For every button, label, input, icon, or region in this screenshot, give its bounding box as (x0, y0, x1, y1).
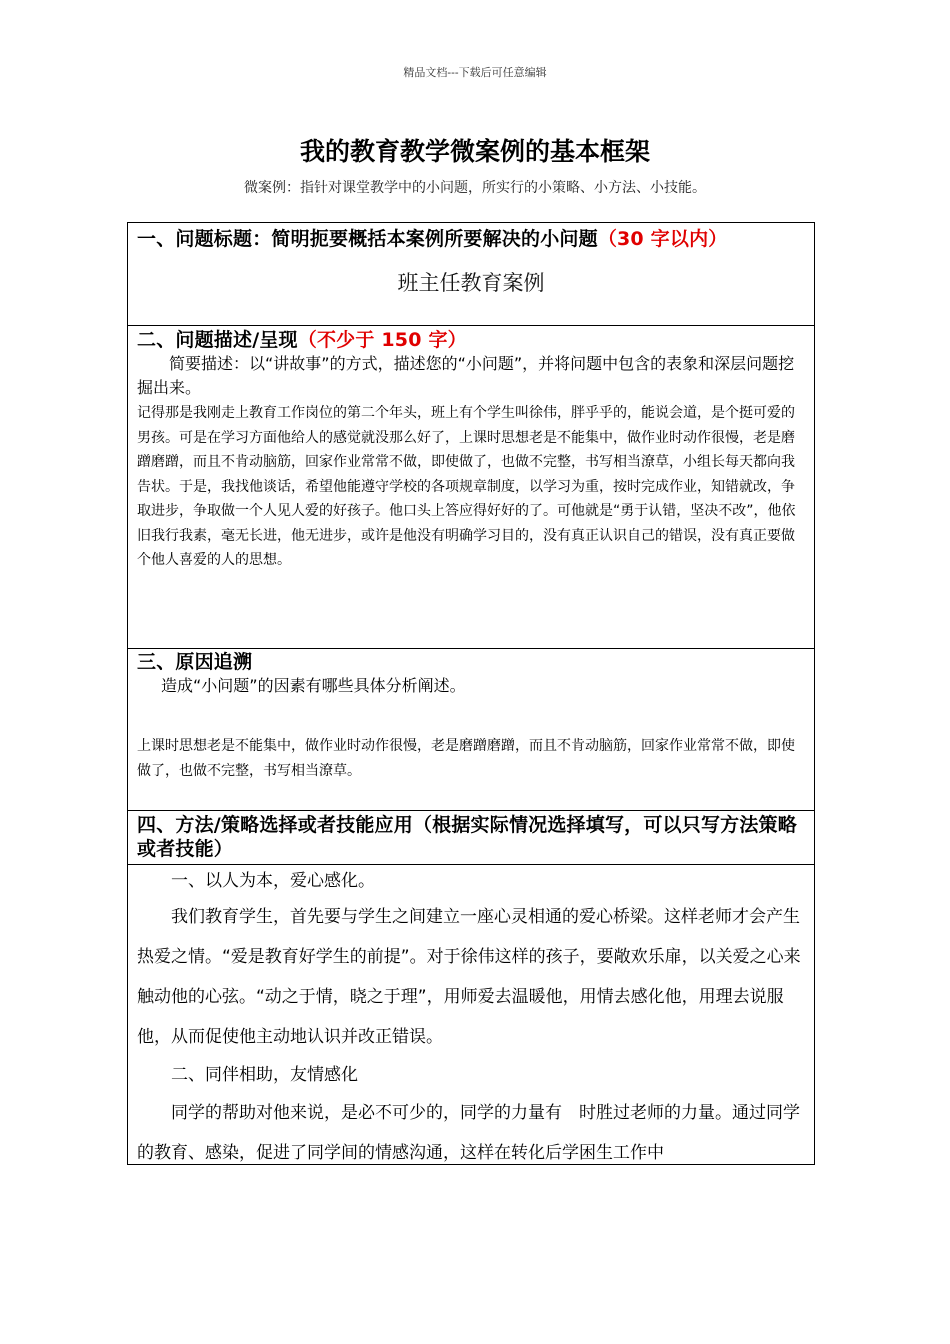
method-point: 一、以人为本，爱心感化。 (171, 871, 375, 891)
page-subtitle: 微案例：指针对课堂教学中的小问题，所实行的小策略、小方法、小技能。 (244, 180, 706, 196)
section-guide-text: 造成“小问题”的因素有哪些具体分析阐述。 (161, 676, 466, 695)
section-content-text: 记得那是我刚走上教育工作岗位的第二个年头，班上有个学生叫徐伟，胖乎乎的，能说会道，是个挺可爱的男孩。可是在学习方面他给人的感觉就没那么好了，上课时思想老是不能集中，做作业时动作很慢，老是磨蹭磨蹭，而且不肯动脑筋，回家作业常常不做，即使做了，也做不完整，书写相当潦草，小组长每天都向我告状。于是，我找他谈话，希望他能遵守学校的各项规章制度，以学习为重，按时完成作业，知错就改，争取进步，争取做一个人见人爱的好孩子。他口头上答应得好好的了。可他就是“勇于认错，坚决不改”，他依旧我行我素，毫无长进，他无进步，或许是他没有明确学习目的，没有真正认识自己的错误，没有真正要做个他人喜爱的人的思想。 (137, 405, 796, 568)
problem-title-content: 班主任教育案例 (397, 271, 545, 295)
method-paragraph: 同学的帮助对他来说，是必不可少的，同学的力量有 时胜过老师的力量。通过同学的教育、感染，促进了同学间的情感沟通，这样在转化后学困生工作中 (137, 1103, 800, 1163)
heading-text: 一、问题标题：简明扼要概括本案例所要解决的小问题 (137, 228, 598, 250)
section-problem-description (128, 325, 814, 648)
section-guide-text: 简要描述：以“讲故事”的方式，描述您的“小问题”，并将问题中包含的表象和深层问题挖掘出来。 (137, 354, 795, 397)
heading-note: （30 字以内） (597, 228, 728, 250)
case-table (127, 222, 815, 1165)
section-problem-title (128, 223, 814, 325)
section-heading (137, 227, 805, 251)
section-cause-analysis (128, 648, 814, 810)
section-method-heading (128, 810, 814, 864)
watermark-text: 精品文档---下载后可任意编辑 (403, 66, 547, 79)
heading-note: （不少于 150 字） (297, 329, 467, 351)
section-heading: 四、方法/策略选择或者技能应用（根据实际情况选择填写，可以只写方法策略或者技能） (137, 814, 797, 860)
method-paragraph: 我们教育学生，首先要与学生之间建立一座心灵相通的爱心桥梁。这样老师才会产生热爱之情。“爱是教育好学生的前提”。对于徐伟这样的孩子，要敞欢乐扉，以关爱之心来触动他的心弦。“动之于情，晓之于理”，用师爱去温暖他，用情去感化他，用理去说服他，从而促使他主动地认识并改正错误。 (137, 907, 801, 1047)
heading-text: 二、问题描述/呈现 (137, 329, 298, 351)
section-heading (137, 328, 805, 352)
section-content-text: 上课时思想老是不能集中，做作业时动作很慢，老是磨蹭磨蹭，而且不肯动脑筋，回家作业常常不做，即使做了，也做不完整，书写相当潦草。 (137, 738, 795, 779)
section-heading: 三、原因追溯 (137, 651, 253, 673)
section-method-content (128, 864, 814, 1165)
page-title: 我的教育教学微案例的基本框架 (299, 137, 650, 166)
method-point: 二、同伴相助，友情感化 (171, 1065, 358, 1085)
